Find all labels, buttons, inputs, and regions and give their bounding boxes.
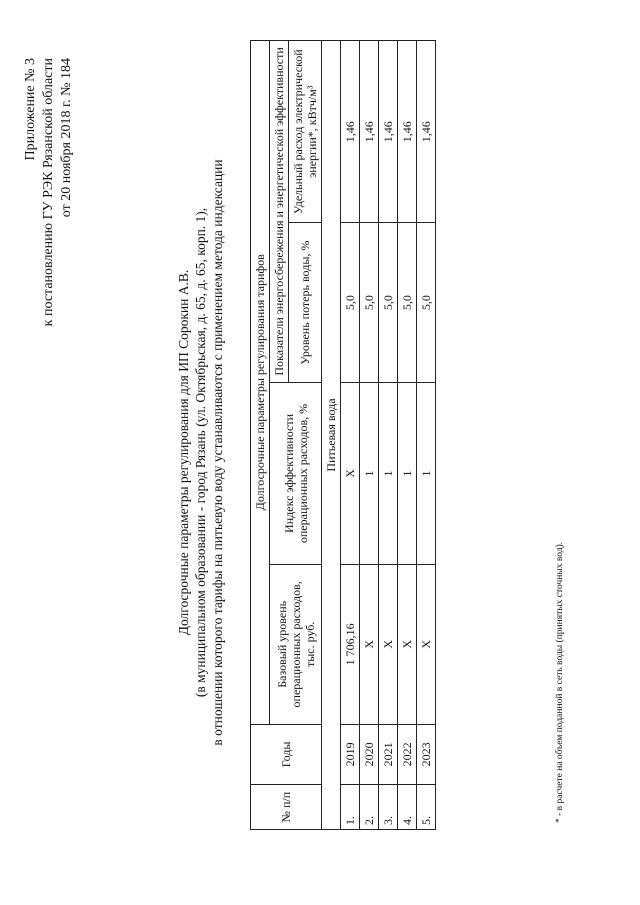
table-row xyxy=(341,41,360,830)
header-number: № п/п xyxy=(251,785,322,830)
header-energy-use: Удельный расход электрической энергии*, кВтч/м³ xyxy=(289,41,322,223)
row-year: 2020 xyxy=(360,724,379,785)
header-base-level: Базовый уровень операционных расходов, тыс. руб. xyxy=(270,565,322,724)
table-row xyxy=(417,41,436,830)
row-water-loss: 5,0 xyxy=(417,223,436,382)
row-base-level: X xyxy=(360,565,379,724)
header-efficiency-index: Индекс эффективности операционных расходов, % xyxy=(270,382,322,564)
row-water-loss: 5,0 xyxy=(360,223,379,382)
section-row xyxy=(322,41,341,830)
header-group: Долгосрочные параметры регулирования тарифов xyxy=(251,41,270,725)
appendix-header xyxy=(22,58,76,326)
row-year: 2022 xyxy=(398,724,417,785)
header-row-2 xyxy=(270,41,289,830)
row-energy-use: 1,46 xyxy=(360,41,379,223)
row-efficiency-index: 1 xyxy=(417,382,436,564)
row-number: 2. xyxy=(360,785,379,830)
row-water-loss: 5,0 xyxy=(379,223,398,382)
row-base-level: X xyxy=(398,565,417,724)
title-line-1: Долгосрочные параметры регулирования для ИП Сорокин А.В. xyxy=(176,269,191,636)
row-year: 2023 xyxy=(417,724,436,785)
row-base-level: 1 706,16 xyxy=(341,565,360,724)
appendix-decree: к постановлению ГУ РЭК Рязанской области xyxy=(41,58,56,327)
row-number: 3. xyxy=(379,785,398,830)
appendix-date: от 20 ноября 2018 г. № 184 xyxy=(59,58,74,218)
appendix-number: Приложение № 3 xyxy=(23,58,38,161)
row-energy-use: 1,46 xyxy=(341,41,360,223)
row-year: 2019 xyxy=(341,724,360,785)
header-row-1 xyxy=(251,41,270,830)
row-number: 4. xyxy=(398,785,417,830)
row-water-loss: 5,0 xyxy=(341,223,360,382)
row-base-level: X xyxy=(417,565,436,724)
title-line-3: в отношении которого тарифы на питьевую воду устанавливаются с применением метода индексации xyxy=(210,159,225,746)
footnote: * - в расчете на объем поданной в сеть воды (принятых сточных вод). xyxy=(555,541,565,823)
row-number: 1. xyxy=(341,785,360,830)
row-number: 5. xyxy=(417,785,436,830)
table-row xyxy=(379,41,398,830)
row-energy-use: 1,46 xyxy=(417,41,436,223)
row-efficiency-index: 1 xyxy=(398,382,417,564)
document-title xyxy=(175,0,226,905)
table-row xyxy=(398,41,417,830)
header-years: Годы xyxy=(251,724,322,785)
title-line-2: (в муниципальном образовании - город Рязань (ул. Октябрьская, д. 65, д. 65, корп. 1), xyxy=(193,207,208,698)
row-base-level: X xyxy=(379,565,398,724)
row-water-loss: 5,0 xyxy=(398,223,417,382)
row-year: 2021 xyxy=(379,724,398,785)
header-energy-group: Показатели энергосбережения и энергетической эффективности xyxy=(270,41,289,383)
row-energy-use: 1,46 xyxy=(379,41,398,223)
row-efficiency-index: 1 xyxy=(379,382,398,564)
row-efficiency-index: 1 xyxy=(360,382,379,564)
row-efficiency-index: X xyxy=(341,382,360,564)
regulation-parameters-table xyxy=(250,40,436,830)
row-energy-use: 1,46 xyxy=(398,41,417,223)
section-drinking-water: Питьевая вода xyxy=(322,41,341,830)
header-water-loss: Уровень потерь воды, % xyxy=(289,223,322,382)
table-row xyxy=(360,41,379,830)
